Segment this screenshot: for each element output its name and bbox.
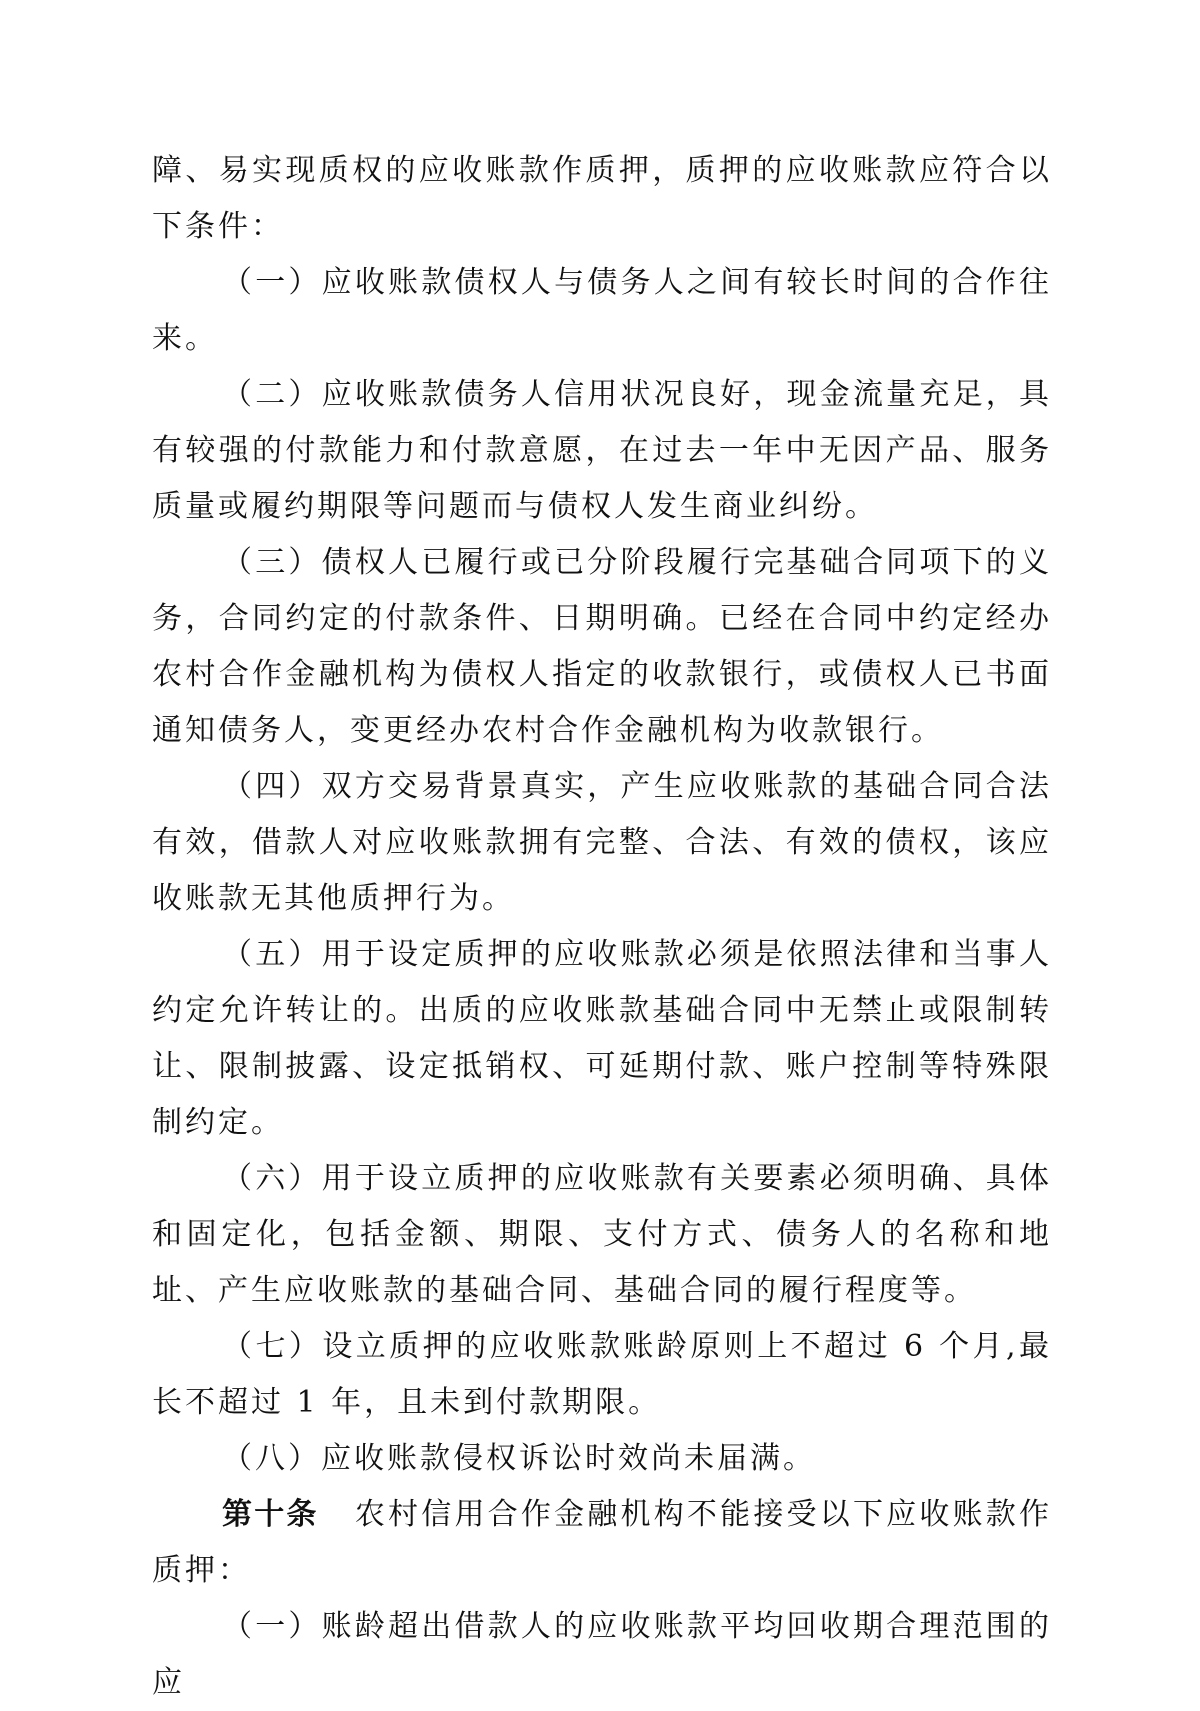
paragraph-tail: （一）账龄超出借款人的应收账款平均回收期合理范围的应: [152, 1609, 1052, 1700]
paragraph-item-5: （五）用于设定质押的应收账款必须是依照法律和当事人约定允许转让的。出质的应收账款基础合同中无禁止或限制转让、限制披露、设定抵销权、可延期付款、账户控制等特殊限制约定。: [152, 937, 1052, 1140]
paragraph-item-7: （七）设立质押的应收账款账龄原则上不超过 6 个月,最长不超过 1 年，且未到付款期限。: [152, 1329, 1052, 1420]
paragraph-item-2: （二）应收账款债务人信用状况良好，现金流量充足，具有较强的付款能力和付款意愿，在过去一年中无因产品、服务质量或履约期限等问题而与债权人发生商业纠纷。: [152, 377, 1052, 524]
paragraph-item-8: （八）应收账款侵权诉讼时效尚未届满。: [222, 1441, 816, 1476]
paragraph-continuation: 障、易实现质权的应收账款作质押，质押的应收账款应符合以下条件：: [152, 153, 1052, 244]
paragraph-item-4: （四）双方交易背景真实，产生应收账款的基础合同合法有效，借款人对应收账款拥有完整、合法、有效的债权，该应收账款无其他质押行为。: [152, 769, 1052, 916]
paragraph-item-3: （三）债权人已履行或已分阶段履行完基础合同项下的义务，合同约定的付款条件、日期明确。已经在合同中约定经办农村合作金融机构为债权人指定的收款银行，或债权人已书面通知债务人，变更经办农村合作金融机构为收款银行。: [152, 545, 1052, 748]
document-page: [152, 143, 1052, 1711]
paragraph-item-6: （六）用于设立质押的应收账款有关要素必须明确、具体和固定化，包括金额、期限、支付方式、债务人的名称和地址、产生应收账款的基础合同、基础合同的履行程度等。: [152, 1161, 1052, 1308]
article-paragraph: [152, 1487, 1052, 1599]
paragraph-item-1: （一）应收账款债权人与债务人之间有较长时间的合作往来。: [152, 265, 1052, 356]
article-heading: 第十条: [222, 1497, 319, 1532]
article-body: 农村信用合作金融机构不能接受以下应收账款作质押：: [152, 1497, 1052, 1588]
